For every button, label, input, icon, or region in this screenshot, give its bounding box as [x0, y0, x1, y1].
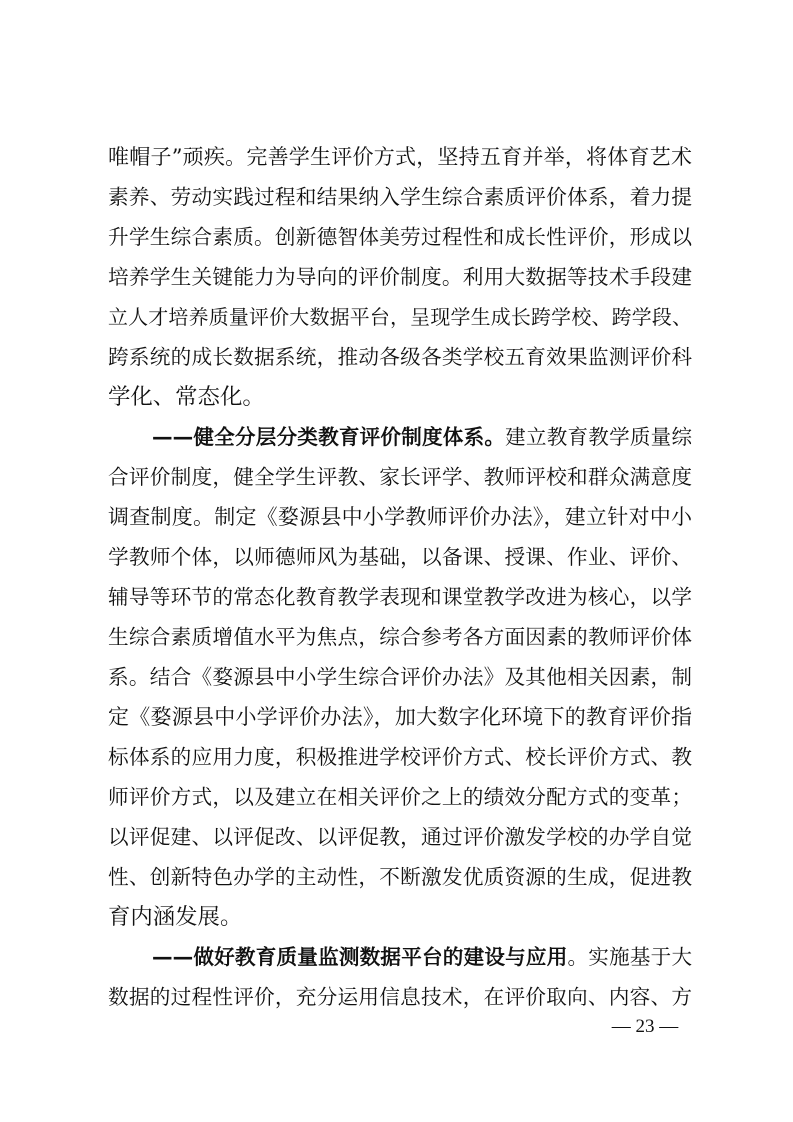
paragraph-line: 以评促建、以评促改、以评促教，通过评价激发学校的办学自觉: [108, 825, 692, 849]
section-heading: ——做好教育质量监测数据平台的建设与应用: [152, 945, 568, 969]
heading-trailing-text: 建立教育教学质量综: [505, 425, 693, 449]
paragraph-line: 生综合素质增值水平为焦点，综合参考各方面因素的教师评价体: [108, 625, 692, 649]
paragraph-line: 标体系的应用力度，积极推进学校评价方式、校长评价方式、教: [108, 745, 692, 769]
paragraph-line: 定《婺源县中小学评价办法》，加大数字化环境下的教育评价指: [108, 704, 692, 729]
paragraph-line: 数据的过程性评价，充分运用信息技术，在评价取向、内容、方: [108, 985, 692, 1009]
heading-line: [152, 940, 692, 974]
paragraph-line: 性、创新特色办学的主动性，不断激发优质资源的生成，促进教: [108, 865, 692, 889]
page-number: — 23 —: [611, 1016, 679, 1037]
paragraph-line: 立人才培养质量评价大数据平台，呈现学生成长跨学校、跨学段、: [108, 305, 692, 329]
paragraph-line: 育内涵发展。: [108, 904, 243, 930]
paragraph-line: 辅导等环节的常态化教育教学表现和课堂教学改进为核心，以学: [108, 585, 692, 609]
paragraph-line: 师评价方式，以及建立在相关评价之上的绩效分配方式的变革；: [108, 785, 692, 809]
paragraph-line: 唯帽子”顽疾。完善学生评价方式，坚持五育并举，将体育艺术: [108, 144, 692, 169]
paragraph-line: 素养、劳动实践过程和结果纳入学生综合素质评价体系，着力提: [108, 185, 692, 209]
heading-line: [152, 420, 692, 454]
paragraph-line: 合评价制度，健全学生评教、家长评学、教师评校和群众满意度: [108, 465, 692, 489]
paragraph-line: 跨系统的成长数据系统，推动各级各类学校五育效果监测评价科: [108, 345, 692, 369]
section-heading: ——健全分层分类教育评价制度体系。: [152, 425, 506, 449]
paragraph-line: 培养学生关键能力为导向的评价制度。利用大数据等技术手段建: [108, 265, 692, 289]
paragraph-line: 学教师个体，以师德师风为基础，以备课、授课、作业、评价、: [108, 545, 692, 569]
paragraph-line: 学化、常态化。: [108, 384, 265, 410]
heading-trailing-text: 。实施基于大: [567, 945, 693, 969]
paragraph-line: 调查制度。制定《婺源县中小学教师评价办法》，建立针对中小: [108, 504, 692, 529]
paragraph-line: 系。结合《婺源县中小学生综合评价办法》及其他相关因素，制: [108, 665, 692, 689]
paragraph-line: 升学生综合素质。创新德智体美劳过程性和成长性评价，形成以: [108, 225, 692, 249]
